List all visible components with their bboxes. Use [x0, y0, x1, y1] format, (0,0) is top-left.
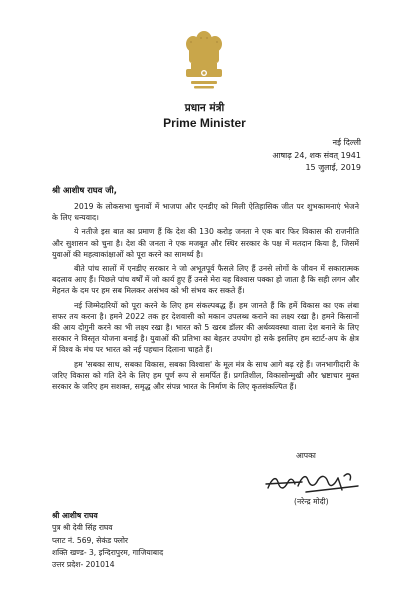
place-date-block: [272, 137, 361, 175]
state-emblem-icon: [182, 29, 226, 91]
saka-date: आषाढ़ 24, शक संवत् 1941: [272, 150, 361, 160]
body-paragraph: नई जिम्मेदारियों को पूरा करने के लिए हम संकल्पबद्ध हैं। हम जानते हैं कि हमें विकास का एक लंबा सफर तय करना है। हमने 2022 तक हर देशवासी को मकान उपलब्ध कराने का लक्ष्य रखा है। हमने किसानों की आय दोगुनी करने का भी लक्ष्य रखा है। भारत को 5 खरब डॉलर की अर्थव्यवस्था वाला देश बनाने के लिए सरकार ने विस्तृत योजना बनाई है। युवाओं की प्रतिभा का बेहतर उपयोग हो सके इसलिए हम स्टार्ट-अप के क्षेत्र में विश्व के मंच पर भारत को नई पहचान दिलाना चाहते हैं।: [52, 300, 359, 355]
gregorian-date: 15 जुलाई, 2019: [305, 163, 361, 172]
body-paragraph: 2019 के लोकसभा चुनावों में भाजपा और एनडीए को मिली ऐतिहासिक जीत पर शुभकामनाएं भेजने के लिए धन्यवाद।: [52, 202, 359, 223]
signer-name: (नरेन्द्र मोदी): [294, 497, 329, 506]
closing-line: आपका: [296, 451, 316, 460]
handwritten-signature-icon: [262, 468, 362, 498]
address-line: उत्तर प्रदेश- 201014: [52, 560, 115, 570]
place: नई दिल्ली: [332, 138, 361, 147]
body-paragraph: बीते पांच सालों में एनडीए सरकार ने जो अभूतपूर्व फैसले लिए हैं उनसे लोगों के जीवन में सकारात्मक बदलाव आए हैं। पिछले पांच वर्षों में जो कार्य हुए हैं उनसे मेरा यह विश्वास पक्का हो जाता है कि सही लगन और मेहनत के दम पर हम सब मिलकर असंभव को भी संभव कर सकते हैं।: [52, 264, 359, 296]
address-line: पुत्र श्री देवी सिंह राघव: [52, 523, 113, 533]
recipient-address: [52, 510, 163, 571]
body-paragraph: हम 'सबका साथ, सबका विकास, सबका विश्वास' के मूल मंत्र के साथ आगे बढ़ रहे हैं। जनभागीदारी के जरिए विकास को गति देने के लिए हम पूर्ण रूप से समर्पित हैं। प्रगतिशील, विकासोन्मुखी और भ्रष्टाचार मुक्त सरकार के जरिए हम सशक्त, समृद्ध और संपन्न भारत के निर्माण के लिए कृतसंकल्पित हैं।: [52, 359, 359, 392]
address-line: श्री आशीष राघव: [52, 511, 98, 520]
body-paragraph: ये नतीजे इस बात का प्रमाण हैं कि देश की 130 करोड़ जनता ने एक बार फिर विकास की राजनीति और सुशासन को चुना है। देश की जनता ने एक मजबूत और स्थिर सरकार के पक्ष में मतदान किया है, जिसमें युवाओं की महत्वाकांक्षाओं को पूरा करने का सामर्थ्य है।: [52, 227, 359, 259]
address-line: प्लाट नं. 569, सेकंड फ्लोर: [52, 535, 129, 545]
office-title-english: Prime Minister: [163, 116, 246, 130]
office-title-hindi: प्रधान मंत्री: [184, 102, 225, 114]
letter-body: [52, 201, 359, 395]
salutation: श्री आशीष राघव जी,: [52, 185, 117, 195]
address-line: शक्ति खण्ड- 3, इन्दिरापुरम, गाजियाबाद: [52, 547, 164, 557]
